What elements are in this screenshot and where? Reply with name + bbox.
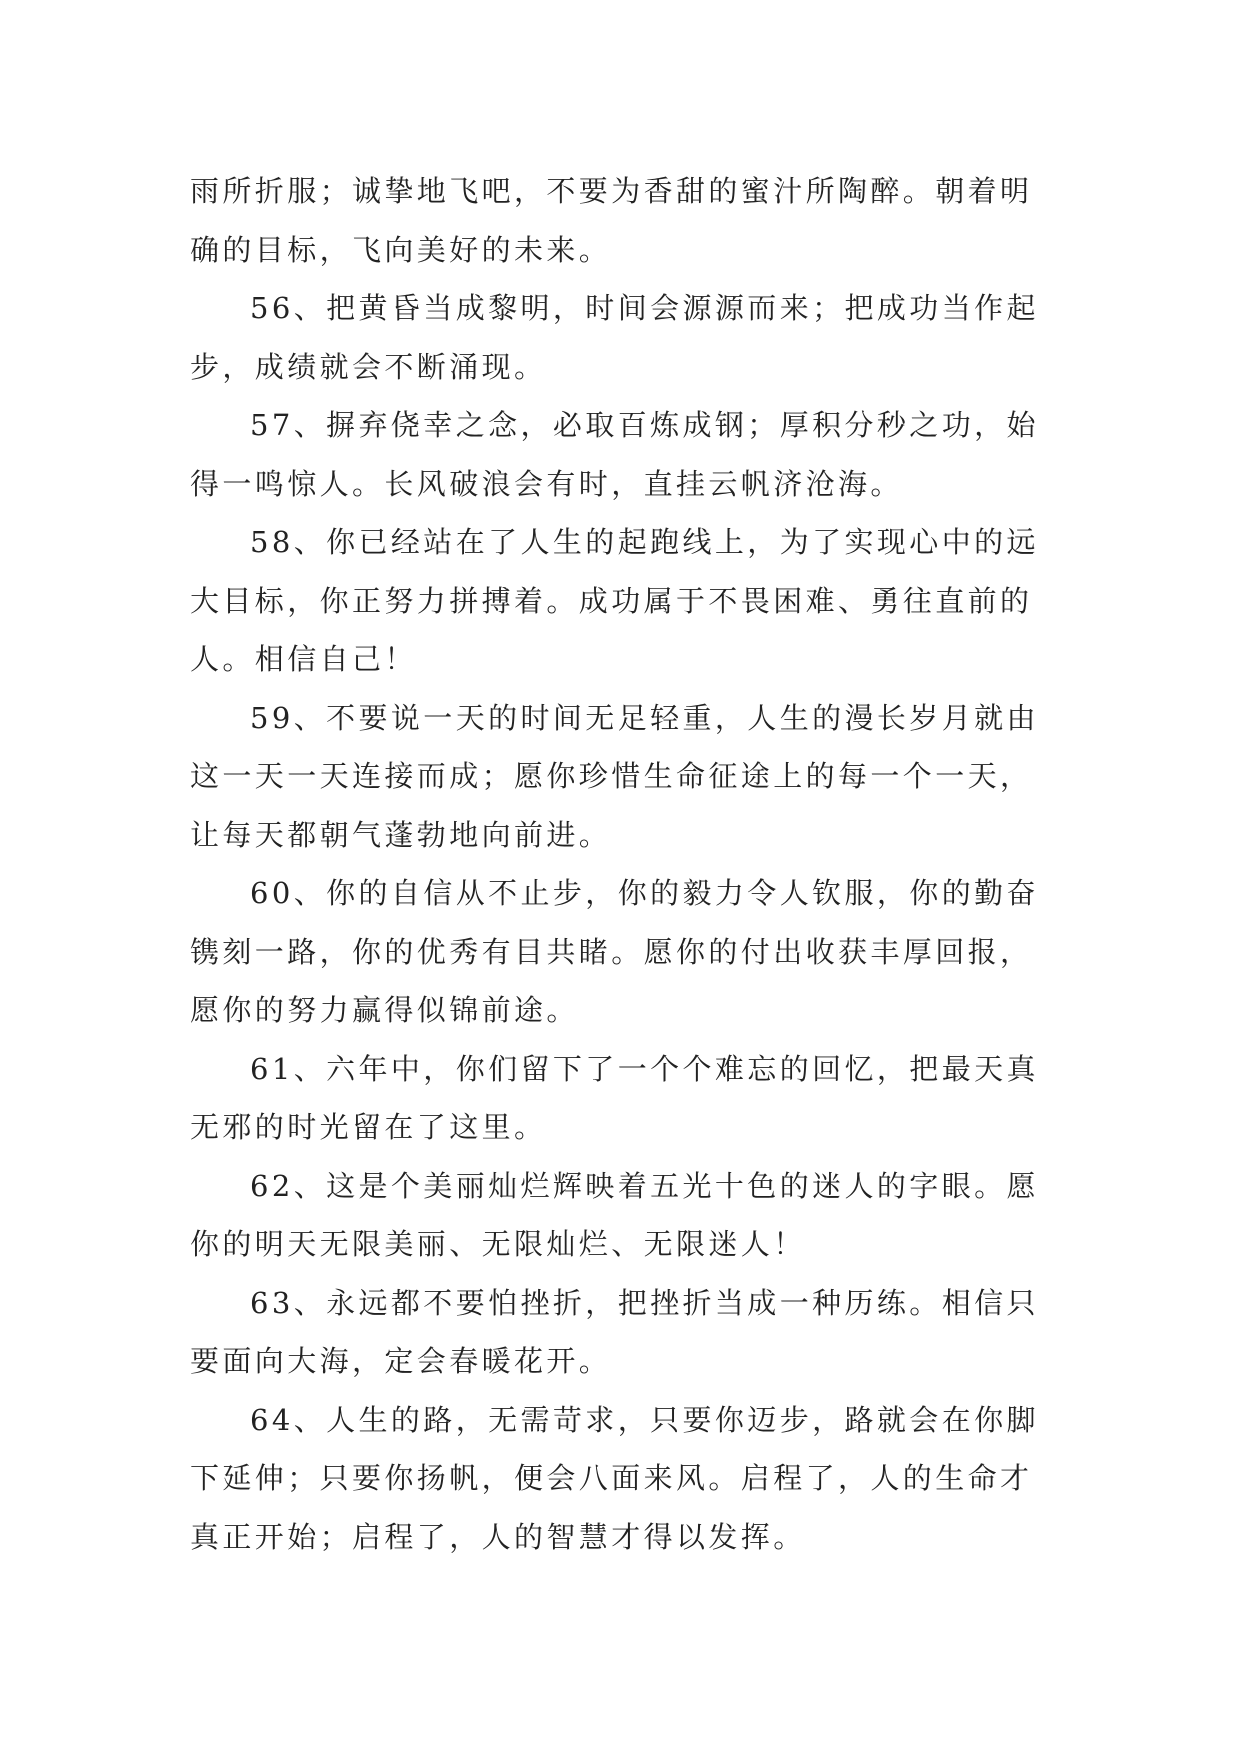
paragraph — [190, 1391, 1052, 1567]
paragraph — [190, 1157, 1052, 1274]
text-line: 得一鸣惊人。长风破浪会有时，直挂云帆济沧海。 — [190, 466, 903, 501]
text-line: 大目标，你正努力拼搏着。成功属于不畏困难、勇往直前的 — [190, 583, 1033, 618]
text-line: 下延伸；只要你扬帆，便会八面来风。启程了，人的生命才 — [190, 1461, 1033, 1495]
paragraph — [190, 689, 1052, 865]
text-line: 62、这是个美丽灿烂辉映着五光十色的迷人的字眼。愿 — [250, 1168, 1039, 1203]
text-line: 59、不要说一天的时间无足轻重，人生的漫长岁月就由 — [250, 700, 1039, 735]
paragraph — [190, 864, 1052, 1040]
text-line: 60、你的自信从不止步，你的毅力令人钦服，你的勤奋 — [250, 876, 1039, 910]
paragraph — [190, 279, 1052, 396]
text-line: 雨所折服；诚挚地飞吧，不要为香甜的蜜汁所陶醉。朝着明 — [190, 174, 1033, 208]
document-body — [190, 162, 1052, 1566]
text-line: 57、摒弃侥幸之念，必取百炼成钢；厚积分秒之功，始 — [250, 408, 1039, 442]
text-line: 确的目标，飞向美好的未来。 — [190, 232, 612, 267]
paragraph — [190, 162, 1052, 279]
text-line: 63、永远都不要怕挫折，把挫折当成一种历练。相信只 — [250, 1285, 1039, 1320]
text-line: 人。相信自己！ — [190, 642, 417, 676]
paragraph — [190, 1274, 1052, 1391]
text-line: 要面向大海，定会春暖花开。 — [190, 1344, 612, 1378]
text-line: 这一天一天连接而成；愿你珍惜生命征途上的每一个一天， — [190, 759, 1033, 793]
text-line: 愿你的努力赢得似锦前途。 — [190, 993, 579, 1027]
text-line: 56、把黄昏当成黎明，时间会源源而来；把成功当作起 — [250, 291, 1039, 325]
text-line: 步，成绩就会不断涌现。 — [190, 349, 547, 384]
text-line: 64、人生的路，无需苛求，只要你迈步，路就会在你脚 — [250, 1402, 1039, 1437]
paragraph — [190, 396, 1052, 513]
paragraph — [190, 513, 1052, 689]
text-line: 你的明天无限美丽、无限灿烂、无限迷人！ — [190, 1227, 806, 1261]
text-line: 镌刻一路，你的优秀有目共睹。愿你的付出收获丰厚回报， — [190, 934, 1033, 969]
text-line: 让每天都朝气蓬勃地向前进。 — [190, 817, 612, 852]
text-line: 真正开始；启程了，人的智慧才得以发挥。 — [190, 1519, 806, 1554]
text-line: 58、你已经站在了人生的起跑线上，为了实现心中的远 — [250, 525, 1039, 559]
paragraph — [190, 1040, 1052, 1157]
text-line: 61、六年中，你们留下了一个个难忘的回忆，把最天真 — [250, 1051, 1039, 1086]
text-line: 无邪的时光留在了这里。 — [190, 1110, 547, 1144]
